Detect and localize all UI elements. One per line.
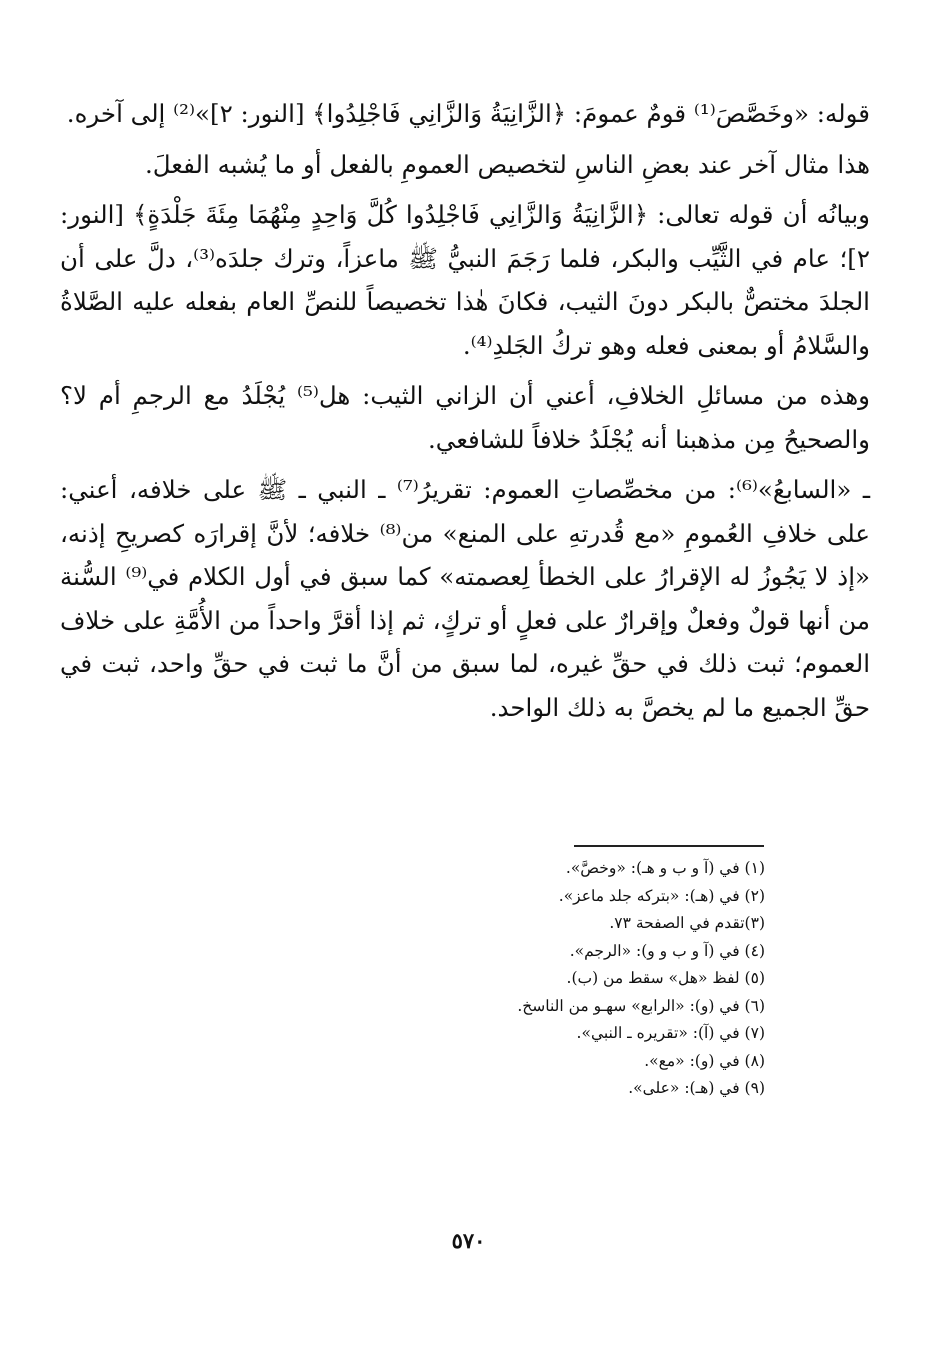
paragraph: قوله: «وخَصَّصَ⁽¹⁾ قومٌ عمومَ: ﴿الزَّانِيَةُ وَالزَّانِي فَاجْلِدُوا﴾ [النور: ٢]»⁽²⁾ إلى آخره. — [66, 99, 870, 128]
footnote: (٩) في (هـ): «على». — [628, 1079, 765, 1097]
footnote: (٥) لفظ «هل» سقط من (ب). — [566, 969, 765, 987]
paragraph: وهذه من مسائلِ الخلافِ، أعني أن الزاني الثيب: هل⁽⁵⁾ يُجْلَدُ مع الرجمِ أم لا؟ والصحيحُ مِن مذهبنا أنه يُجْلَدُ خلافاً للشافعي. — [60, 381, 870, 454]
footnote: (١) في (آ و ب و هـ): «وخصَّ». — [565, 859, 765, 877]
footnote: (٣)تقدم في الصفحة ٧٣. — [609, 914, 765, 932]
paragraph: هذا مثال آخر عند بعضِ الناسِ لتخصيص العمومِ بالفعل أو ما يُشبه الفعلَ. — [144, 149, 870, 179]
footnotes-list — [420, 855, 765, 1103]
paragraph: وبيانُه أن قوله تعالى: ﴿الزَّانِيَةُ وَالزَّانِي فَاجْلِدُوا كُلَّ وَاحِدٍ مِنْهُمَا مِئَةَ جَلْدَةٍ﴾ [النور: ٢]؛ عام في الثَّيِّب والبكر، فلما رَجَمَ النبيُّ ﷺ ماعزاً، وترك جلدَه⁽³⁾، دلَّ على أن الجلدَ مختصٌّ بالبكر دونَ الثيب، فكانَ هٰذا تخصيصاً للنصِّ العام بفعله عليه الصَّلاةُ والسَّلامُ أو بمعنى فعله وهو تركُ الجَلدِ⁽⁴⁾. — [60, 200, 870, 360]
page-number: ٥٧٠ — [451, 1228, 486, 1253]
footnote: (٤) في (آ و ب و و): «الرجم». — [569, 941, 765, 960]
footnote-divider — [574, 845, 764, 847]
paragraph: ـ «السابعُ»⁽⁶⁾: من مخصِّصاتِ العموم: تقريرُ⁽⁷⁾ ـ النبي ـ ﷺ على خلافه، أعني: على خلافِ العُمومِ «مع قُدرتهِ على المنع» من⁽⁸⁾ خلافه؛ لأنَّ إقرارَه كصريحِ إذنه، «إذ لا يَجُوزُ له الإقرارُ على الخطأ لِعصمته» كما سبق في أول الكلام في⁽⁹⁾ السُّنة من أنها قولٌ وفعلٌ وإقرارٌ على فعلٍ أو تركٍ، ثم إذا أقرَّ واحداً من الأُمَّةِ على خلاف العموم؛ ثبت ذلك في حقِّ غيره، لما سبق من أنَّ ما ثبت في حقِّ واحد، ثبت في حقِّ الجميع ما لم يخصَّ به ذلك الواحد. — [60, 475, 871, 722]
footnote: (٧) في (آ): «تقريره ـ النبي». — [576, 1024, 765, 1042]
footnote: (٨) في (و): «مع». — [644, 1051, 765, 1070]
footnote: (٦) في (و): «الرابع» سهـو من الناسخ. — [517, 996, 765, 1015]
footnote: (٢) في (هـ): «بتركه جلد ماعز». — [558, 886, 765, 905]
main-text — [60, 92, 870, 736]
